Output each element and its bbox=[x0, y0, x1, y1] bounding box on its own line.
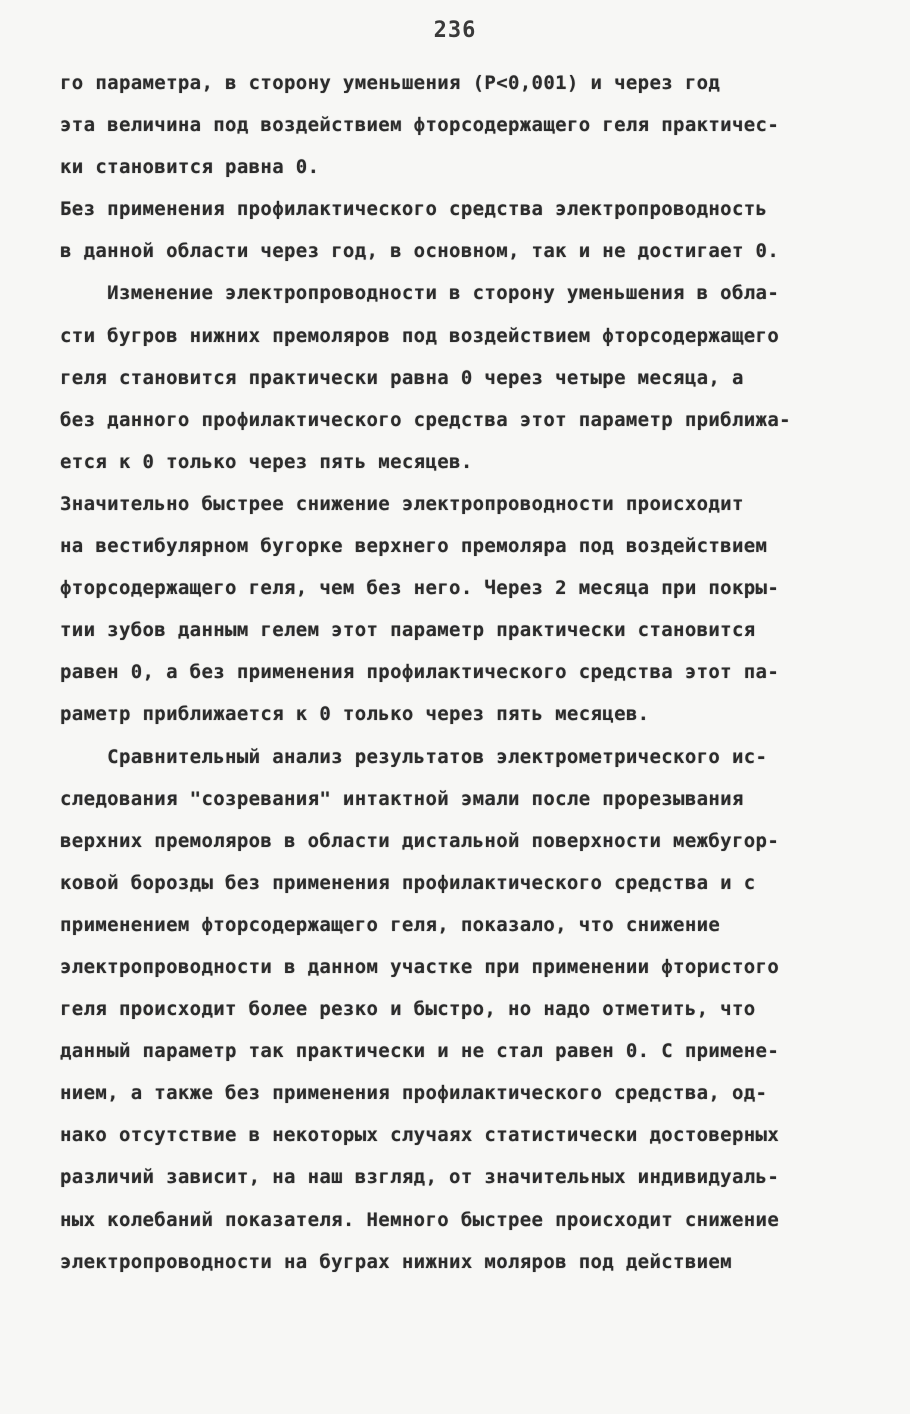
text-line: ки становится равна 0. bbox=[60, 156, 320, 179]
text-line: на вестибулярном бугорке верхнего премоляра под воздействием bbox=[60, 535, 768, 558]
text-line: го параметра, в сторону уменьшения (P<0,001) и через год bbox=[60, 72, 721, 94]
text-line: нием, а также без применения профилактического средства, од- bbox=[60, 1082, 768, 1105]
text-line: раметр приближается к 0 только через пять месяцев. bbox=[60, 703, 650, 726]
text-line: ных колебаний показателя. Немного быстрее происходит снижение bbox=[60, 1208, 780, 1231]
text-line: данный параметр так практически и не стал равен 0. С примене- bbox=[60, 1040, 780, 1063]
text-line: в данной области через год, в основном, так и не достигает 0. bbox=[60, 240, 780, 263]
text-line: ковой борозды без применения профилактического средства и с bbox=[60, 871, 756, 894]
text-line: сти бугров нижних премоляров под воздействием фторсодержащего bbox=[60, 324, 780, 347]
text-line: Значительно быстрее снижение электропроводности происходит bbox=[60, 492, 744, 515]
text-line: электропроводности на буграх нижних моляров под действием bbox=[60, 1250, 732, 1273]
text-line: фторсодержащего геля, чем без него. Через 2 месяца при покры- bbox=[60, 577, 780, 600]
text-line: следования "созревания" интактной эмали после прорезывания bbox=[60, 787, 744, 810]
text-line: равен 0, а без применения профилактического средства этот па- bbox=[60, 661, 780, 684]
text-line: верхних премоляров в области дистальной поверхности межбугор- bbox=[60, 829, 780, 852]
text-line: Сравнительный анализ результатов электрометрического ис- bbox=[60, 745, 768, 768]
text-line: Изменение электропроводности в сторону уменьшения в обла- bbox=[60, 282, 780, 305]
body-text bbox=[60, 62, 850, 1283]
page-number: 236 bbox=[433, 18, 477, 43]
text-line: эта величина под воздействием фторсодержащего геля практичес- bbox=[60, 114, 780, 137]
text-line: применением фторсодержащего геля, показало, что снижение bbox=[60, 913, 721, 936]
text-line: геля происходит более резко и быстро, но надо отметить, что bbox=[60, 998, 756, 1021]
text-line: электропроводности в данном участке при применении фтористого bbox=[60, 955, 780, 978]
text-line: ется к 0 только через пять месяцев. bbox=[60, 450, 473, 473]
text-line: Без применения профилактического средства электропроводность bbox=[60, 198, 768, 221]
text-line: геля становится практически равна 0 через четыре месяца, а bbox=[60, 366, 744, 389]
text-line: тии зубов данным гелем этот параметр практически становится bbox=[60, 619, 756, 642]
text-line: различий зависит, на наш взгляд, от значительных индивидуаль- bbox=[60, 1166, 780, 1189]
text-line: нако отсутствие в некоторых случаях статистически достоверных bbox=[60, 1124, 780, 1147]
text-line: без данного профилактического средства этот параметр приближа- bbox=[60, 408, 791, 431]
